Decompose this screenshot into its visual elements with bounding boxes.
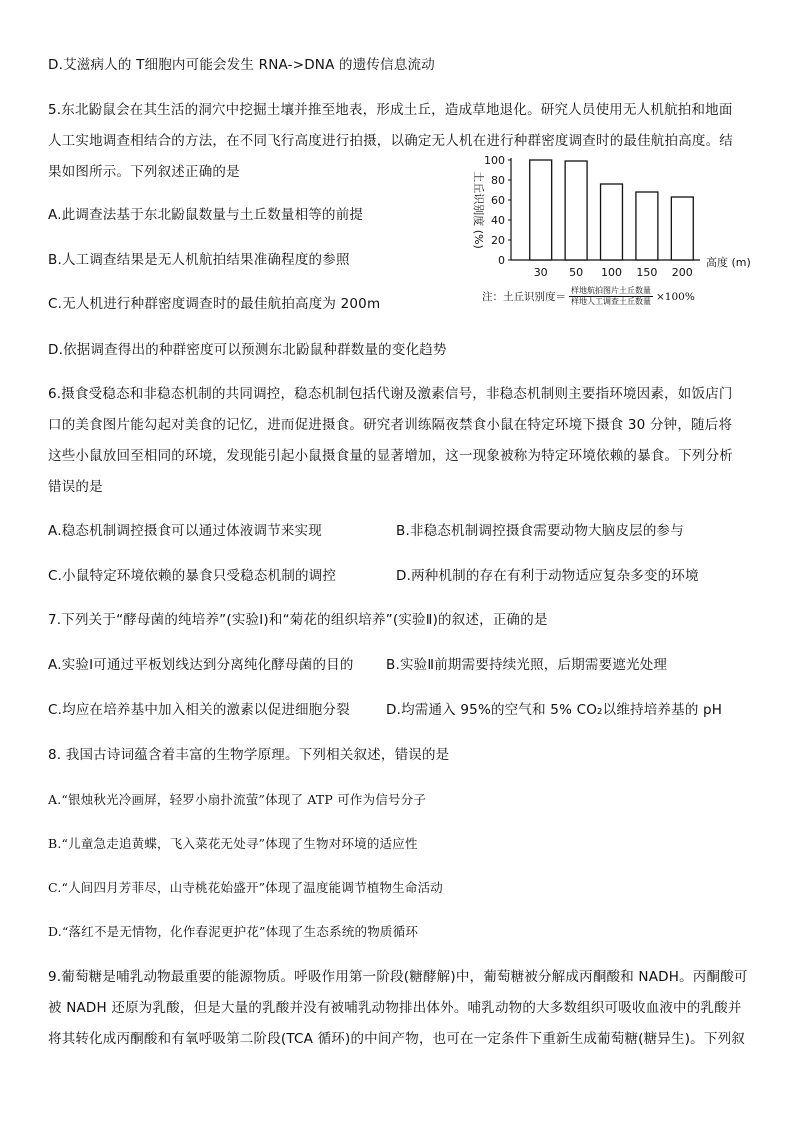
q5-stem-line-3: 果如图所示。下列叙述正确的是 [48, 164, 240, 180]
bar [565, 161, 587, 260]
y-tick-label: 20 [491, 234, 505, 247]
bar [530, 160, 552, 260]
footnote-denominator: 样地人工调查土丘数量 [571, 297, 651, 306]
q5-stem-line-1: 5.东北鼢鼠会在其生活的洞穴中挖掘土壤并推至地表，形成土丘，造成草地退化。研究人员使用无人机航拍和地面 [48, 102, 733, 118]
q7-option-c: C.均应在培养基中加入相关的激素以促进细胞分裂 [48, 702, 350, 718]
y-tick-label: 80 [491, 174, 505, 187]
q6-stem-line-4: 错误的是 [48, 479, 103, 495]
x-tick-label: 100 [601, 266, 622, 279]
q9-stem-line-1: 9.葡萄糖是哺乳动物最重要的能源物质。呼吸作用第一阶段(糖酵解)中，葡萄糖被分解成丙酮酸和 NADH。丙酮酸可 [48, 969, 748, 985]
mound-recognition-bar-chart [455, 148, 755, 308]
q5-option-a: A.此调查法基于东北鼢鼠数量与土丘数量相等的前提 [48, 207, 364, 223]
bar [601, 184, 623, 260]
footnote-numerator: 样地航拍图片土丘数量 [571, 286, 651, 295]
q6-option-b: B.非稳态机制调控摄食需要动物大脑皮层的参与 [396, 523, 684, 539]
x-tick-label: 150 [636, 266, 658, 279]
q8-option-a: A.“银烛秋光冷画屏，轻罗小扇扑流萤”体现了 ATP 可作为信号分子 [48, 792, 427, 807]
q7-stem: 7.下列关于“酵母菌的纯培养”(实验Ⅰ)和“菊花的组织培养”(实验Ⅱ)的叙述，正确的是 [48, 612, 548, 628]
q8-option-b: B.“儿童急走追黄蝶，飞入菜花无处寻”体现了生物对环境的适应性 [48, 836, 418, 851]
q9-stem-line-3: 将其转化成丙酮酸和有氧呼吸第二阶段(TCA 循环)的中间产物，也可在一定条件下重新生成葡萄糖(糖异生)。下列叙 [48, 1031, 745, 1047]
bar [671, 197, 693, 260]
x-axis-label: 高度 (m) [706, 256, 751, 269]
y-tick-label: 0 [498, 254, 505, 267]
q6-option-c: C.小鼠特定环境依赖的暴食只受稳态机制的调控 [48, 568, 337, 584]
chart-footnote [482, 286, 695, 307]
footnote-fraction [569, 286, 653, 307]
q6-stem-line-3: 这些小鼠放回至相同的环境，发现能引起小鼠摄食量的显著增加，这一现象被称为特定环境依赖的暴食。下列分析 [48, 448, 733, 464]
footnote-suffix: ×100% [656, 290, 695, 303]
q5-option-c: C.无人机进行种群密度调查时的最佳航拍高度为 200m [48, 296, 381, 312]
q4-option-d: D.艾滋病人的 T细胞内可能会发生 RNA->DNA 的遗传信息流动 [48, 57, 435, 73]
q8-option-d: D.“落红不是无情物，化作春泥更护花”体现了生态系统的物质循环 [48, 924, 419, 939]
q6-option-d: D.两种机制的存在有利于动物适应复杂多变的环境 [396, 568, 699, 584]
bar [636, 192, 658, 260]
q7-option-d: D.均需通入 95%的空气和 5% CO₂以维持培养基的 pH [386, 702, 723, 718]
y-tick-label: 40 [491, 214, 505, 227]
x-tick-label: 200 [671, 266, 693, 279]
q9-stem-line-2: 被 NADH 还原为乳酸，但是大量的乳酸并没有被哺乳动物排出体外。哺乳动物的大多数组织可吸收血液中的乳酸并 [48, 1000, 742, 1016]
footnote-prefix: 注：土丘识别度＝ [482, 291, 566, 303]
q5-option-d: D.依据调查得出的种群密度可以预测东北鼢鼠种群数量的变化趋势 [48, 342, 447, 358]
x-tick-label: 50 [569, 266, 584, 279]
q8-stem: 8. 我国古诗词蕴含着丰富的生物学原理。下列相关叙述，错误的是 [48, 747, 450, 763]
q8-option-c: C.“人间四月芳菲尽，山寺桃花始盛开”体现了温度能调节植物生命活动 [48, 880, 443, 895]
q7-option-a: A.实验Ⅰ可通过平板划线达到分离纯化酵母菌的目的 [48, 657, 354, 673]
q6-stem-line-2: 口的美食图片能勾起对美食的记忆，进而促进摄食。研究者训练隔夜禁食小鼠在特定环境下摄食 30 分钟，随后将 [48, 417, 733, 433]
y-tick-label: 100 [484, 154, 505, 167]
y-tick-label: 60 [491, 194, 505, 207]
y-axis-label: 土丘识别度 (%) [472, 171, 485, 249]
q5-option-b: B.人工调查结果是无人机航拍结果准确程度的参照 [48, 252, 350, 268]
q6-stem-line-1: 6.摄食受稳态和非稳态机制的共同调控，稳态机制包括代谢及激素信号，非稳态机制则主要指环境因素，如饭店门 [48, 386, 733, 402]
q6-option-a: A.稳态机制调控摄食可以通过体液调节来实现 [48, 523, 322, 539]
q7-option-b: B.实验Ⅱ前期需要持续光照，后期需要遮光处理 [386, 657, 668, 673]
q5-stem-line-2: 人工实地调查相结合的方法，在不同飞行高度进行拍摄，以确定无人机在进行种群密度调查时的最佳航拍高度。结 [48, 133, 733, 149]
x-tick-label: 30 [533, 266, 548, 279]
